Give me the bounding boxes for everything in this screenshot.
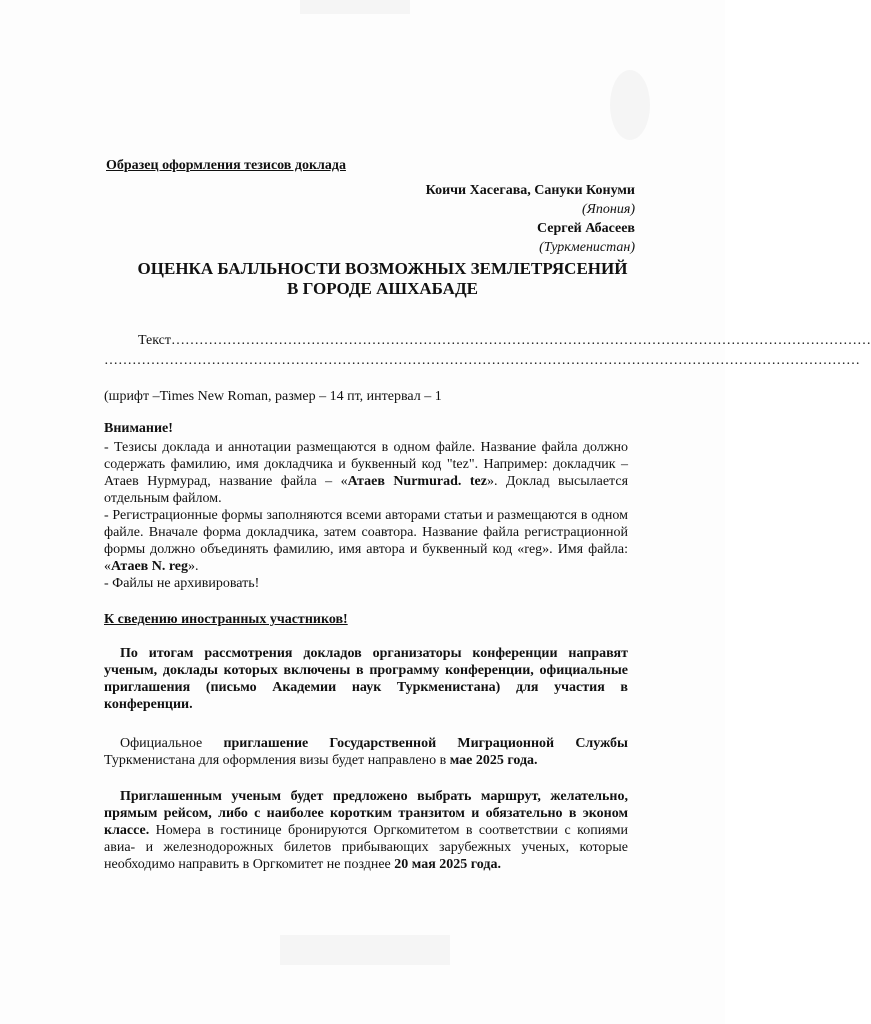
author-country: (Туркменистан) xyxy=(539,240,635,255)
text-placeholder xyxy=(138,333,871,349)
author-name: Сергей Абасеев xyxy=(536,221,635,236)
bleed-through-shape xyxy=(300,0,410,14)
paper-title xyxy=(110,259,655,299)
dots-line: ……………………………………………………………………………………………………………………………………………… xyxy=(104,353,860,368)
font-note: (шрифт –Times New Roman, размер – 14 пт, интервал – 1 xyxy=(104,389,442,404)
attention-heading: Внимание! xyxy=(104,421,173,436)
attention-list xyxy=(104,439,628,592)
dots: …………………………………………………………………………………………………………………………………… xyxy=(171,333,871,348)
foreign-para-1: По итогам рассмотрения докладов организаторы конференции направят ученым, доклады которых включены в программу конференции, официальные приглашения (письмо Академии наук Туркменистана) для участия в конференции. xyxy=(104,646,628,712)
author-country: (Япония) xyxy=(582,202,635,217)
foreign-para-2: Официальное приглашение Государственной Миграционной Службы Туркменистана для оформления визы будет направлено в мае 2025 года. xyxy=(104,736,628,768)
text-label: Текст xyxy=(138,333,172,348)
bleed-through-shape xyxy=(280,935,450,965)
title-line: В ГОРОДЕ АШХАБАДЕ xyxy=(287,279,478,298)
sample-heading: Образец оформления тезисов доклада xyxy=(106,158,346,173)
bleed-through-shape xyxy=(610,70,650,140)
title-line: ОЦЕНКА БАЛЛЬНОСТИ ВОЗМОЖНЫХ ЗЕМЛЕТРЯСЕНИЙ xyxy=(137,259,628,278)
author-name: Коичи Хасегава, Сануки Конуми xyxy=(425,183,635,198)
foreign-para-3: Приглашенным ученым будет предложено выбрать маршрут, желательно, прямым рейсом, либо с наиболее коротким транзитом и обязательно в эконом классе. Номера в гостинице бронируются Оргкомитетом в соответствии с копиями авиа- и железнодорожных билетов прибывающих зарубежных ученых, которые необходимо направить в Оргкомитет не позднее 20 мая 2025 года. xyxy=(104,789,628,872)
attention-item: - Файлы не архивировать! xyxy=(104,576,260,591)
authors-block xyxy=(426,181,635,257)
attention-item: - Регистрационные формы заполняются всеми авторами статьи и размещаются в одном файле. Вначале форма докладчика, затем соавтора. Название файла регистрационной формы должно объединять фамилию, имя автора и буквенный код «reg». Имя файла: «Атаев N. reg». xyxy=(104,508,628,574)
foreign-heading: К сведению иностранных участников! xyxy=(104,612,348,627)
attention-item: - Тезисы доклада и аннотации размещаются в одном файле. Название файла должно содержать фамилию, имя докладчика и буквенный код "tez". Например: докладчик –Атаев Нурмурад, название файла – «Атаев Nurmurad. tez». Доклад высылается отдельным файлом. xyxy=(104,440,629,506)
